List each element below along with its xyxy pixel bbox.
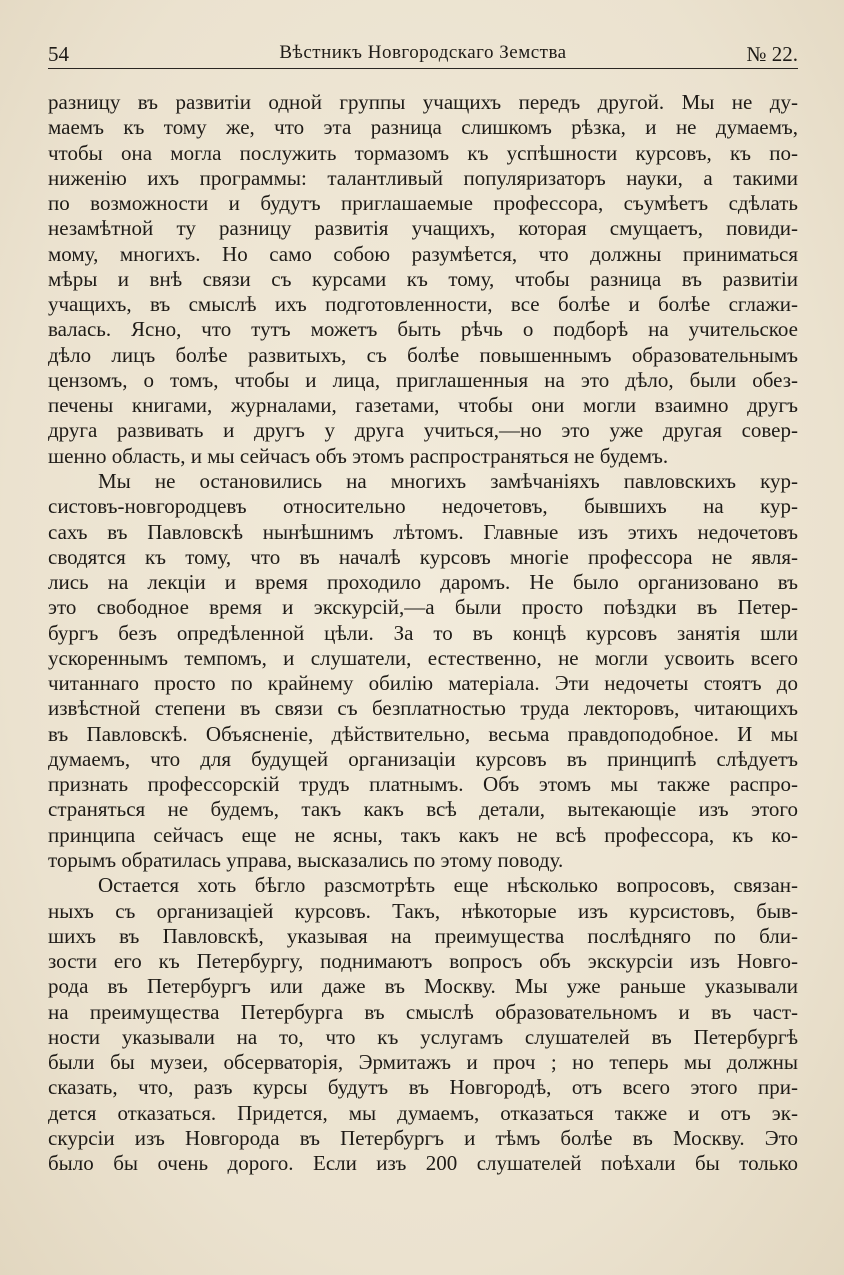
text-line: торымъ обратилась управа, высказались по этому поводу.: [48, 847, 564, 872]
text-line: цензомъ, о томъ, чтобы и лица, приглашенныя на это дѣло, были обез-: [48, 367, 798, 392]
text-line: на преимущества Петербурга въ смыслѣ образовательномъ и въ част-: [48, 999, 798, 1024]
text-line: было бы очень дорого. Если изъ 200 слушателей поѣхали бы только: [48, 1151, 798, 1176]
issue-number: № 22.: [746, 42, 798, 66]
text-line: ности указывали на то, что къ услугамъ слушателей въ Петербургѣ: [48, 1024, 798, 1049]
text-line: бургъ безъ опредѣленной цѣли. За то въ концѣ курсовъ занятія шли: [48, 620, 798, 645]
text-line: разницу въ развитіи одной группы учащихъ передъ другой. Мы не ду-: [48, 90, 798, 114]
text-line: шихъ въ Павловскѣ, указывая на преимущества послѣдняго по бли-: [48, 923, 798, 948]
text-line: въ Павловскѣ. Объясненіе, дѣйствительно, весьма правдоподобное. И мы: [48, 721, 798, 746]
text-line: чтобы она могла послужить тормазомъ къ успѣшности курсовъ, къ по-: [48, 140, 798, 165]
text-line: лись на лекціи и время проходило даромъ. Не было организовано въ: [48, 570, 798, 595]
article-body: [48, 90, 798, 1176]
text-line: Мы не остановились на многихъ замѣчаніяхъ павловскихъ кур-: [98, 468, 798, 493]
text-line: читаннаго просто по крайнему обилію матеріала. Эти недочеты стоятъ до: [48, 671, 798, 696]
paragraph-1: [48, 90, 798, 469]
text-line: учащихъ, въ смыслѣ ихъ подготовленности, все болѣе и болѣе сглажи-: [48, 292, 798, 317]
text-line: шенно область, и мы сейчасъ объ этомъ распространяться не будемъ.: [48, 443, 669, 468]
text-line: сахъ въ Павловскѣ нынѣшнимъ лѣтомъ. Главные изъ этихъ недочетовъ: [48, 519, 798, 544]
text-line: маемъ къ тому же, что эта разница слишкомъ рѣзка, и не думаемъ,: [48, 115, 798, 140]
text-line: по возможности и будутъ приглашаемые профессора, съумѣетъ сдѣлать: [48, 191, 798, 216]
text-line: сводятся къ тому, что въ началѣ курсовъ многіе профессора не явля-: [48, 544, 798, 569]
text-line: скурсіи изъ Новгорода въ Петербургъ и тѣмъ болѣе въ Москву. Это: [48, 1125, 798, 1150]
text-line: это свободное время и экскурсій,—а были просто поѣздки въ Петер-: [48, 595, 798, 620]
text-line: ниженію ихъ программы: талантливый популяризаторъ науки, а такими: [48, 165, 798, 190]
text-line: думаемъ, что для будущей организаціи курсовъ въ принципѣ слѣдуетъ: [48, 746, 798, 771]
text-line: незамѣтной ту разницу развитія учащихъ, которая смущаетъ, повиди-: [48, 216, 798, 241]
text-line: извѣстной степени въ связи съ безплатностью труда лекторовъ, читающихъ: [48, 696, 798, 721]
page-number: 54: [48, 42, 69, 66]
text-line: ныхъ съ организаціей курсовъ. Такъ, нѣкоторые изъ курсистовъ, быв-: [48, 898, 798, 923]
text-line: дется отказаться. Придется, мы думаемъ, отказаться также и отъ эк-: [48, 1100, 798, 1125]
text-line: рода въ Петербургъ или даже въ Москву. Мы уже раньше указывали: [48, 974, 798, 999]
text-line: ускореннымъ темпомъ, и слушатели, естественно, не могли усвоить всего: [48, 645, 798, 670]
text-line: мѣры и внѣ связи съ курсами къ тому, чтобы разница въ развитіи: [48, 266, 798, 291]
text-line: принципа сейчасъ еще не ясны, такъ какъ не всѣ профессора, къ ко-: [48, 822, 798, 847]
text-line: сказать, что, разъ курсы будутъ въ Новгородѣ, отъ всего этого при-: [48, 1075, 798, 1100]
text-line: Остается хоть бѣгло разсмотрѣть еще нѣсколько вопросовъ, связан-: [98, 873, 798, 898]
journal-title: Вѣстникъ Новгородскаго Земства: [279, 42, 567, 63]
text-line: мому, многихъ. Но само собою разумѣется, что должны приниматься: [48, 241, 798, 266]
text-line: друга развивать и другъ у друга учиться,—но это уже другая совер-: [48, 418, 798, 443]
text-line: признать профессорскій трудъ платнымъ. Объ этомъ мы также распро-: [48, 772, 798, 797]
text-line: страняться не будемъ, такъ какъ всѣ детали, вытекающіе изъ этого: [48, 797, 798, 822]
text-line: дѣло лицъ болѣе развитыхъ, съ болѣе повышеннымъ образовательнымъ: [48, 342, 798, 367]
text-line: зости его къ Петербургу, поднимаютъ вопросъ объ экскурсіи изъ Новго-: [48, 949, 798, 974]
paragraph-3: [48, 873, 798, 1176]
text-line: печены книгами, журналами, газетами, чтобы они могли взаимно другъ: [48, 393, 798, 418]
text-line: были бы музеи, обсерваторія, Эрмитажъ и проч ; но теперь мы должны: [48, 1050, 798, 1075]
text-line: систовъ-новгородцевъ относительно недочетовъ, бывшихъ на кур-: [48, 494, 798, 519]
text-line: валась. Ясно, что тутъ можетъ быть рѣчь о подборѣ на учительское: [48, 317, 798, 342]
paragraph-2: [48, 469, 798, 873]
header-rule: [48, 68, 798, 69]
running-header: [48, 38, 798, 68]
